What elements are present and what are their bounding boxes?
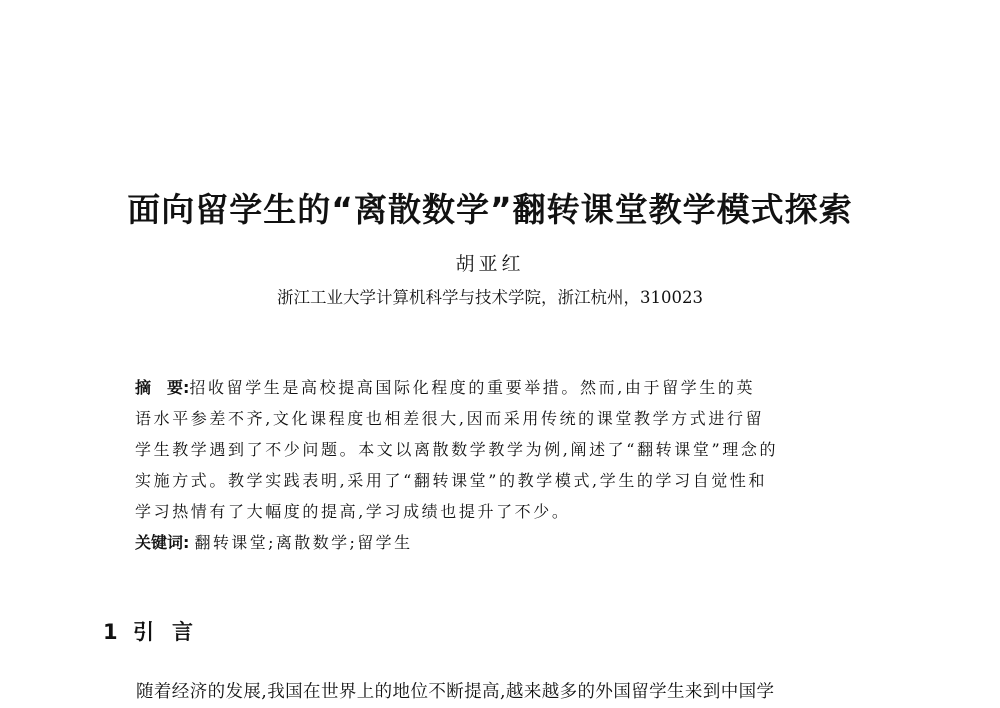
- section-heading: [103, 617, 211, 647]
- body-paragraph: 随着经济的发展,我国在世界上的地位不断提高,越来越多的外国留学生来到中国学: [136, 682, 775, 702]
- abstract-block: [135, 372, 850, 558]
- author-name: 胡亚红: [455, 253, 525, 275]
- keywords-label: 关键词:: [135, 533, 190, 552]
- section-title: 引言: [133, 620, 211, 644]
- abstract-text: 招收留学生是高校提高国际化程度的重要举措。然而,由于留学生的英: [189, 378, 756, 397]
- paper-title: 面向留学生的“离散数学”翻转课堂教学模式探索: [127, 190, 853, 229]
- abstract-label: 摘 要:: [135, 378, 190, 397]
- keywords-row: [135, 527, 850, 558]
- abstract-line: 学习热情有了大幅度的提高,学习成绩也提升了不少。: [135, 502, 571, 521]
- keywords-value: 翻转课堂;离散数学;留学生: [194, 533, 413, 552]
- abstract-line: 语水平参差不齐,文化课程度也相差很大,因而采用传统的课堂教学方式进行留: [135, 409, 765, 428]
- section-number: 1: [103, 620, 118, 644]
- abstract-line: [135, 372, 850, 403]
- abstract-line: 学生教学遇到了不少问题。本文以离散数学教学为例,阐述了“翻转课堂”理念的: [135, 440, 779, 459]
- author-affiliation: 浙江工业大学计算机科学与技术学院，浙江杭州，310023: [277, 288, 703, 307]
- abstract-line: 实施方式。教学实践表明,采用了“翻转课堂”的教学模式,学生的学习自觉性和: [135, 471, 768, 490]
